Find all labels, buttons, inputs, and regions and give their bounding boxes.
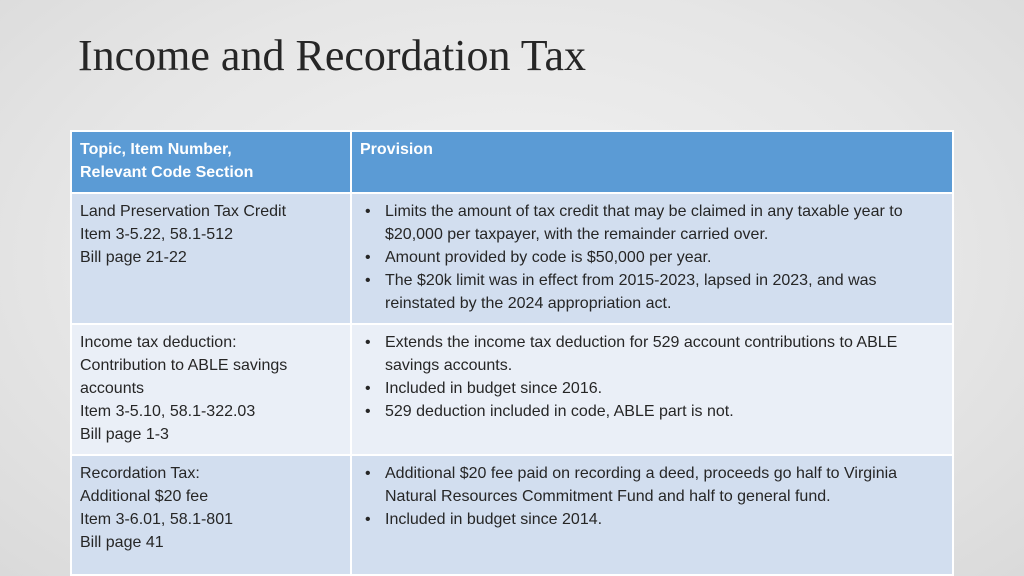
topic-line: Bill page 41 xyxy=(80,534,164,551)
provision-bullet: • Included in budget since 2016. xyxy=(360,377,944,400)
table-row xyxy=(71,455,953,575)
provision-bullet: • Limits the amount of tax credit that may be claimed in any taxable year to $20,000 per taxpayer, with the remainder carried over. xyxy=(360,200,944,246)
provision-bullet: • Included in budget since 2014. xyxy=(360,508,944,531)
provision-cell xyxy=(351,324,953,455)
topic-line: Contribution to ABLE savings accounts xyxy=(80,357,288,397)
provision-bullet: • Amount provided by code is $50,000 per year. xyxy=(360,246,944,269)
topic-line: Recordation Tax: xyxy=(80,465,200,482)
provision-bullet: • 529 deduction included in code, ABLE part is not. xyxy=(360,400,944,423)
table-row xyxy=(71,324,953,455)
topic-line: Item 3-5.10, 58.1-322.03 xyxy=(80,403,256,420)
topic-line: Bill page 1-3 xyxy=(80,426,169,443)
topic-line: Additional $20 fee xyxy=(80,488,209,505)
table-row xyxy=(71,193,953,324)
topic-line: Bill page 21-22 xyxy=(80,249,187,266)
topic-line: Item 3-6.01, 58.1-801 xyxy=(80,511,233,528)
provision-bullet: • Additional $20 fee paid on recording a deed, proceeds go half to Virginia Natural Resources Commitment Fund and half to general fund. xyxy=(360,462,944,508)
provision-bullet: • Extends the income tax deduction for 529 account contributions to ABLE savings accounts. xyxy=(360,331,944,377)
topic-cell xyxy=(71,455,351,575)
slide-title: Income and Recordation Tax xyxy=(78,31,587,80)
provision-bullet: • The $20k limit was in effect from 2015-2023, lapsed in 2023, and was reinstated by the 2024 appropriation act. xyxy=(360,269,944,315)
provision-cell xyxy=(351,455,953,575)
provisions-table xyxy=(70,130,954,576)
topic-line: Land Preservation Tax Credit xyxy=(80,203,287,220)
header-topic-line: Relevant Code Section xyxy=(80,164,254,181)
topic-cell xyxy=(71,193,351,324)
table-header-row xyxy=(71,131,953,193)
provision-cell xyxy=(351,193,953,324)
topic-line: Item 3-5.22, 58.1-512 xyxy=(80,226,233,243)
header-topic xyxy=(71,131,351,193)
topic-cell xyxy=(71,324,351,455)
header-provision: Provision xyxy=(351,131,953,193)
header-topic-line: Topic, Item Number, xyxy=(80,141,232,158)
topic-line: Income tax deduction: xyxy=(80,334,237,351)
